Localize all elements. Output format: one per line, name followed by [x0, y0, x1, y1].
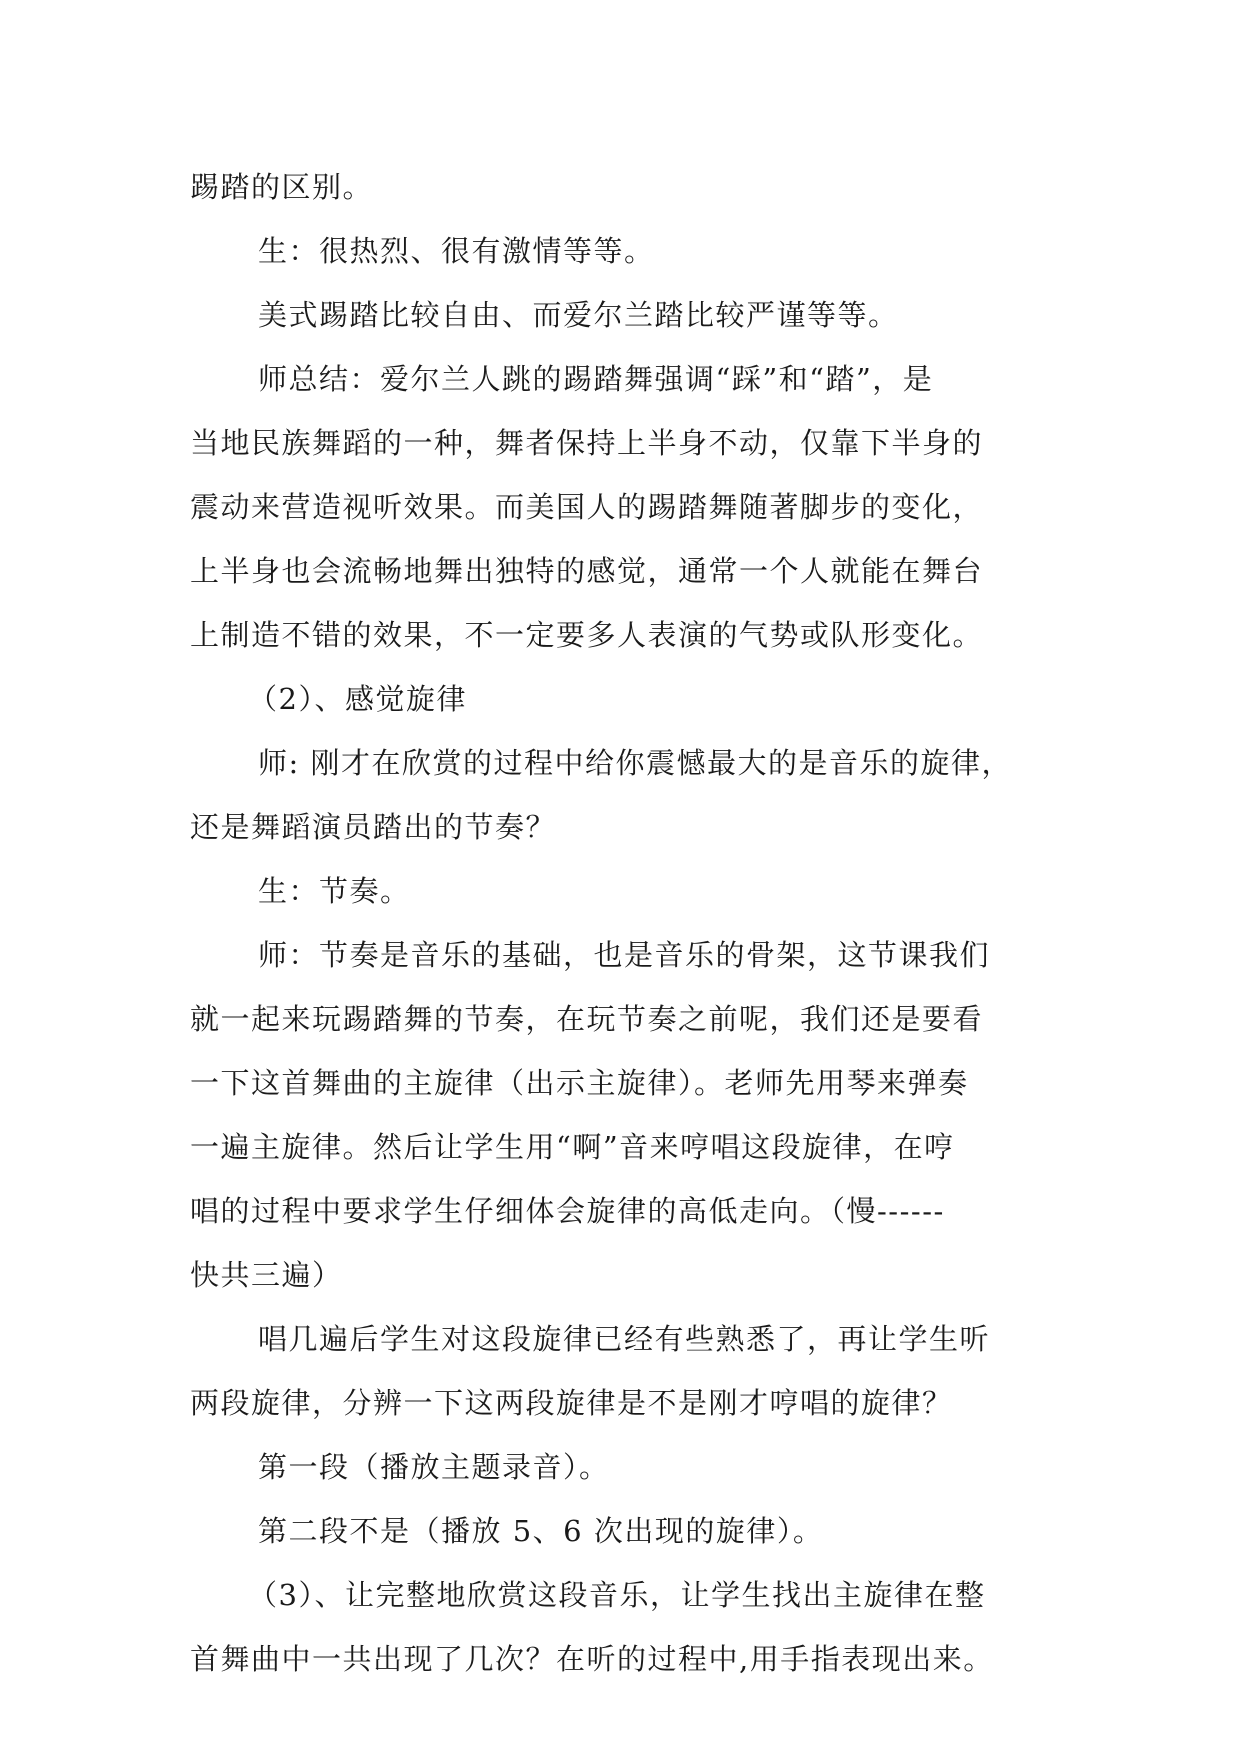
- text-line: 一遍主旋律。然后让学生用“啊”音来哼唱这段旋律，在哼: [190, 1130, 955, 1164]
- text-line: 唱的过程中要求学生仔细体会旋律的高低走向。（慢------: [190, 1194, 945, 1228]
- text-line: 震动来营造视听效果。而美国人的踢踏舞随著脚步的变化，: [190, 490, 984, 524]
- text-line: 生：很热烈、很有激情等等。: [258, 234, 655, 268]
- text-line: 唱几遍后学生对这段旋律已经有些熟悉了，再让学生听: [258, 1322, 991, 1356]
- text-line: 两段旋律，分辨一下这两段旋律是不是刚才哼唱的旋律？: [190, 1386, 953, 1420]
- text-line: 美式踢踏比较自由、而爱尔兰踏比较严谨等等。: [258, 298, 899, 332]
- text-line: 第一段（播放主题录音）。: [258, 1450, 610, 1484]
- text-line: 踢踏的区别。: [190, 170, 374, 204]
- text-line: 上制造不错的效果，不一定要多人表演的气势或队形变化。: [190, 618, 984, 652]
- text-line: 一下这首舞曲的主旋律（出示主旋律）。老师先用琴来弹奏: [190, 1066, 969, 1100]
- section-heading: （3）、让完整地欣赏这段音乐，让学生找出主旋律在整: [248, 1578, 986, 1612]
- text-line: 师：节奏是音乐的基础，也是音乐的骨架，这节课我们: [258, 938, 991, 972]
- text-line: 还是舞蹈演员踏出的节奏？: [190, 810, 557, 844]
- section-heading: （2）、感觉旋律: [248, 682, 467, 716]
- text-line: 当地民族舞蹈的一种，舞者保持上半身不动，仅靠下半身的: [190, 426, 984, 460]
- body-text: [190, 155, 1060, 1691]
- text-line: 师总结：爱尔兰人跳的踢踏舞强调“踩”和“踏”，是: [258, 362, 934, 396]
- text-line: 第二段不是（播放 5、6 次出现的旋律）。: [258, 1514, 824, 1548]
- text-line: 上半身也会流畅地舞出独特的感觉，通常一个人就能在舞台: [190, 554, 984, 588]
- text-line: 首舞曲中一共出现了几次？在听的过程中,用手指表现出来。: [190, 1642, 994, 1676]
- text-line: 就一起来玩踢踏舞的节奏，在玩节奏之前呢，我们还是要看: [190, 1002, 984, 1036]
- text-line: 快共三遍）: [190, 1258, 343, 1292]
- text-line: 师: 刚才在欣赏的过程中给你震憾最大的是音乐的旋律，: [258, 746, 1012, 780]
- text-line: 生：节奏。: [258, 874, 411, 908]
